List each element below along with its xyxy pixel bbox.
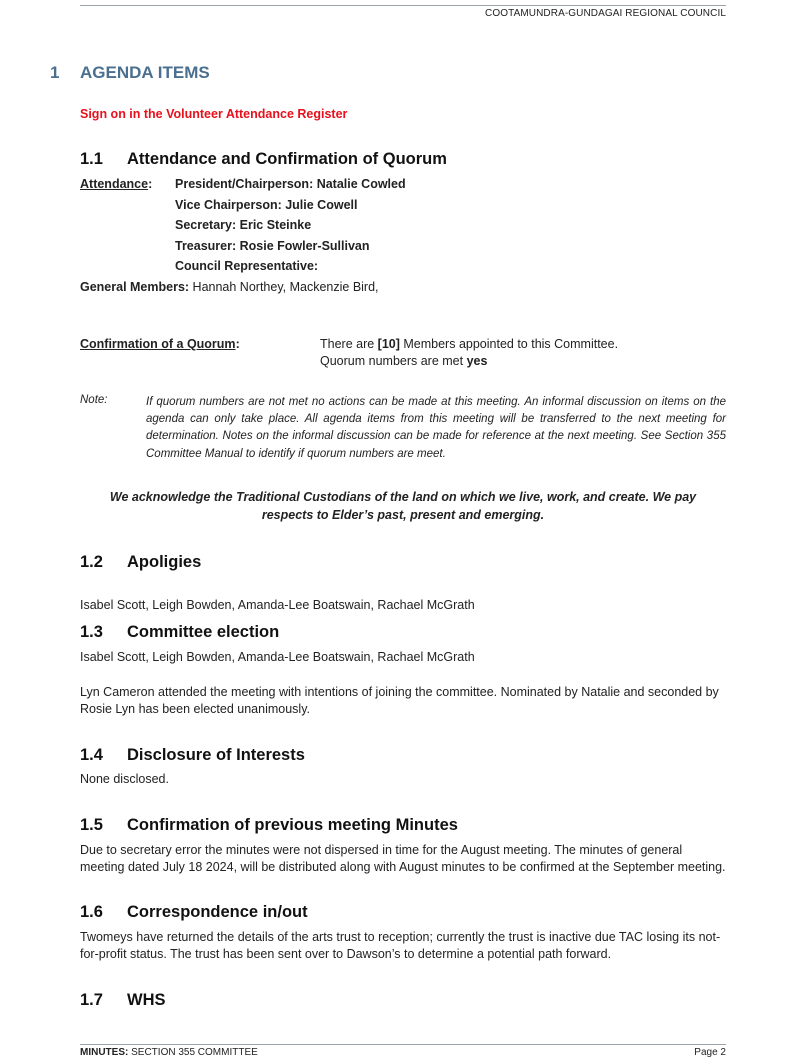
footer-label: MINUTES: SECTION 355 COMMITTEE xyxy=(80,1047,258,1058)
section-title: AGENDA ITEMS xyxy=(80,63,210,82)
heading-number: 1.1 xyxy=(80,150,103,168)
minutes-text: Due to secretary error the minutes were not dispersed in time for the August meeting. The minutes of general meeting dated July 18 2024, will be distributed along with August minutes to be confirmed at the September meeting. xyxy=(80,843,726,874)
heading-1-2: 1.2 Apoligies xyxy=(80,553,202,571)
general-members-value: Hannah Northey, Mackenzie Bird, xyxy=(189,280,379,294)
role-vice-chair: Vice Chairperson: Julie Cowell xyxy=(175,197,358,212)
heading-1-7: 1.7 WHS xyxy=(80,991,166,1009)
heading-1-6: 1.6 Correspondence in/out xyxy=(80,903,308,921)
header-org: COOTAMUNDRA-GUNDAGAI REGIONAL COUNCIL xyxy=(485,8,726,19)
disclosure-text: None disclosed. xyxy=(80,772,169,786)
heading-1-3: 1.3 Committee election xyxy=(80,623,280,641)
note-text: If quorum numbers are not met no actions can be made at this meeting. An informal discussion on items on the agenda can only take place. All agenda items from this meeting will be transferred to the next meeting for determination. Notes on the informal discussion can be made for reference at the next meeting. See Section 355 Committee Manual to identify if quorum numbers are meet. xyxy=(146,396,726,460)
acknowledgement: We acknowledge the Traditional Custodians of the land on which we live, work, and create. We pay respects to Elder’s past, present and emerging. xyxy=(109,490,697,522)
election-text-1: Isabel Scott, Leigh Bowden, Amanda-Lee Boatswain, Rachael McGrath xyxy=(80,650,475,664)
note-label: Note: xyxy=(80,394,108,406)
apologies-text: Isabel Scott, Leigh Bowden, Amanda-Lee Boatswain, Rachael McGrath xyxy=(80,598,475,612)
quorum-label: Confirmation of a Quorum: xyxy=(80,337,240,351)
role-council-rep: Council Representative: xyxy=(175,259,319,273)
role-secretary: Secretary: Eric Steinke xyxy=(175,218,312,232)
section-number: 1 xyxy=(50,63,60,82)
attendance-roles xyxy=(175,176,406,279)
heading-1-1 xyxy=(80,150,447,169)
sign-on-notice: Sign on in the Volunteer Attendance Register xyxy=(80,107,348,121)
role-president: President/Chairperson: Natalie Cowled xyxy=(175,177,406,191)
attendance-label: Attendance: xyxy=(80,177,153,191)
election-text-2: Lyn Cameron attended the meeting with intentions of joining the committee. Nominated by Natalie and seconded by Rosie Lyn has been elected unanimously. xyxy=(80,685,719,716)
correspondence-text: Twomeys have returned the details of the arts trust to reception; currently the trust is inactive due TAC losing its not-for-profit status. The trust has been sent over to Dawson’s to determine a potential path forward. xyxy=(80,930,721,961)
heading-title: Attendance and Confirmation of Quorum xyxy=(127,150,447,168)
header-rule xyxy=(80,5,726,6)
general-members-label: General Members: xyxy=(80,280,190,294)
heading-1-5: 1.5 Confirmation of previous meeting Minutes xyxy=(80,816,458,834)
general-members xyxy=(80,279,379,296)
page-number: Page 2 xyxy=(694,1047,726,1058)
role-treasurer: Treasurer: Rosie Fowler-Sullivan xyxy=(175,238,370,253)
section-heading xyxy=(50,63,210,83)
heading-1-4: 1.4 Disclosure of Interests xyxy=(80,746,305,764)
footer-rule xyxy=(80,1044,726,1045)
quorum-text: There are [10] Members appointed to this Committee. Quorum numbers are met yes xyxy=(320,337,619,368)
